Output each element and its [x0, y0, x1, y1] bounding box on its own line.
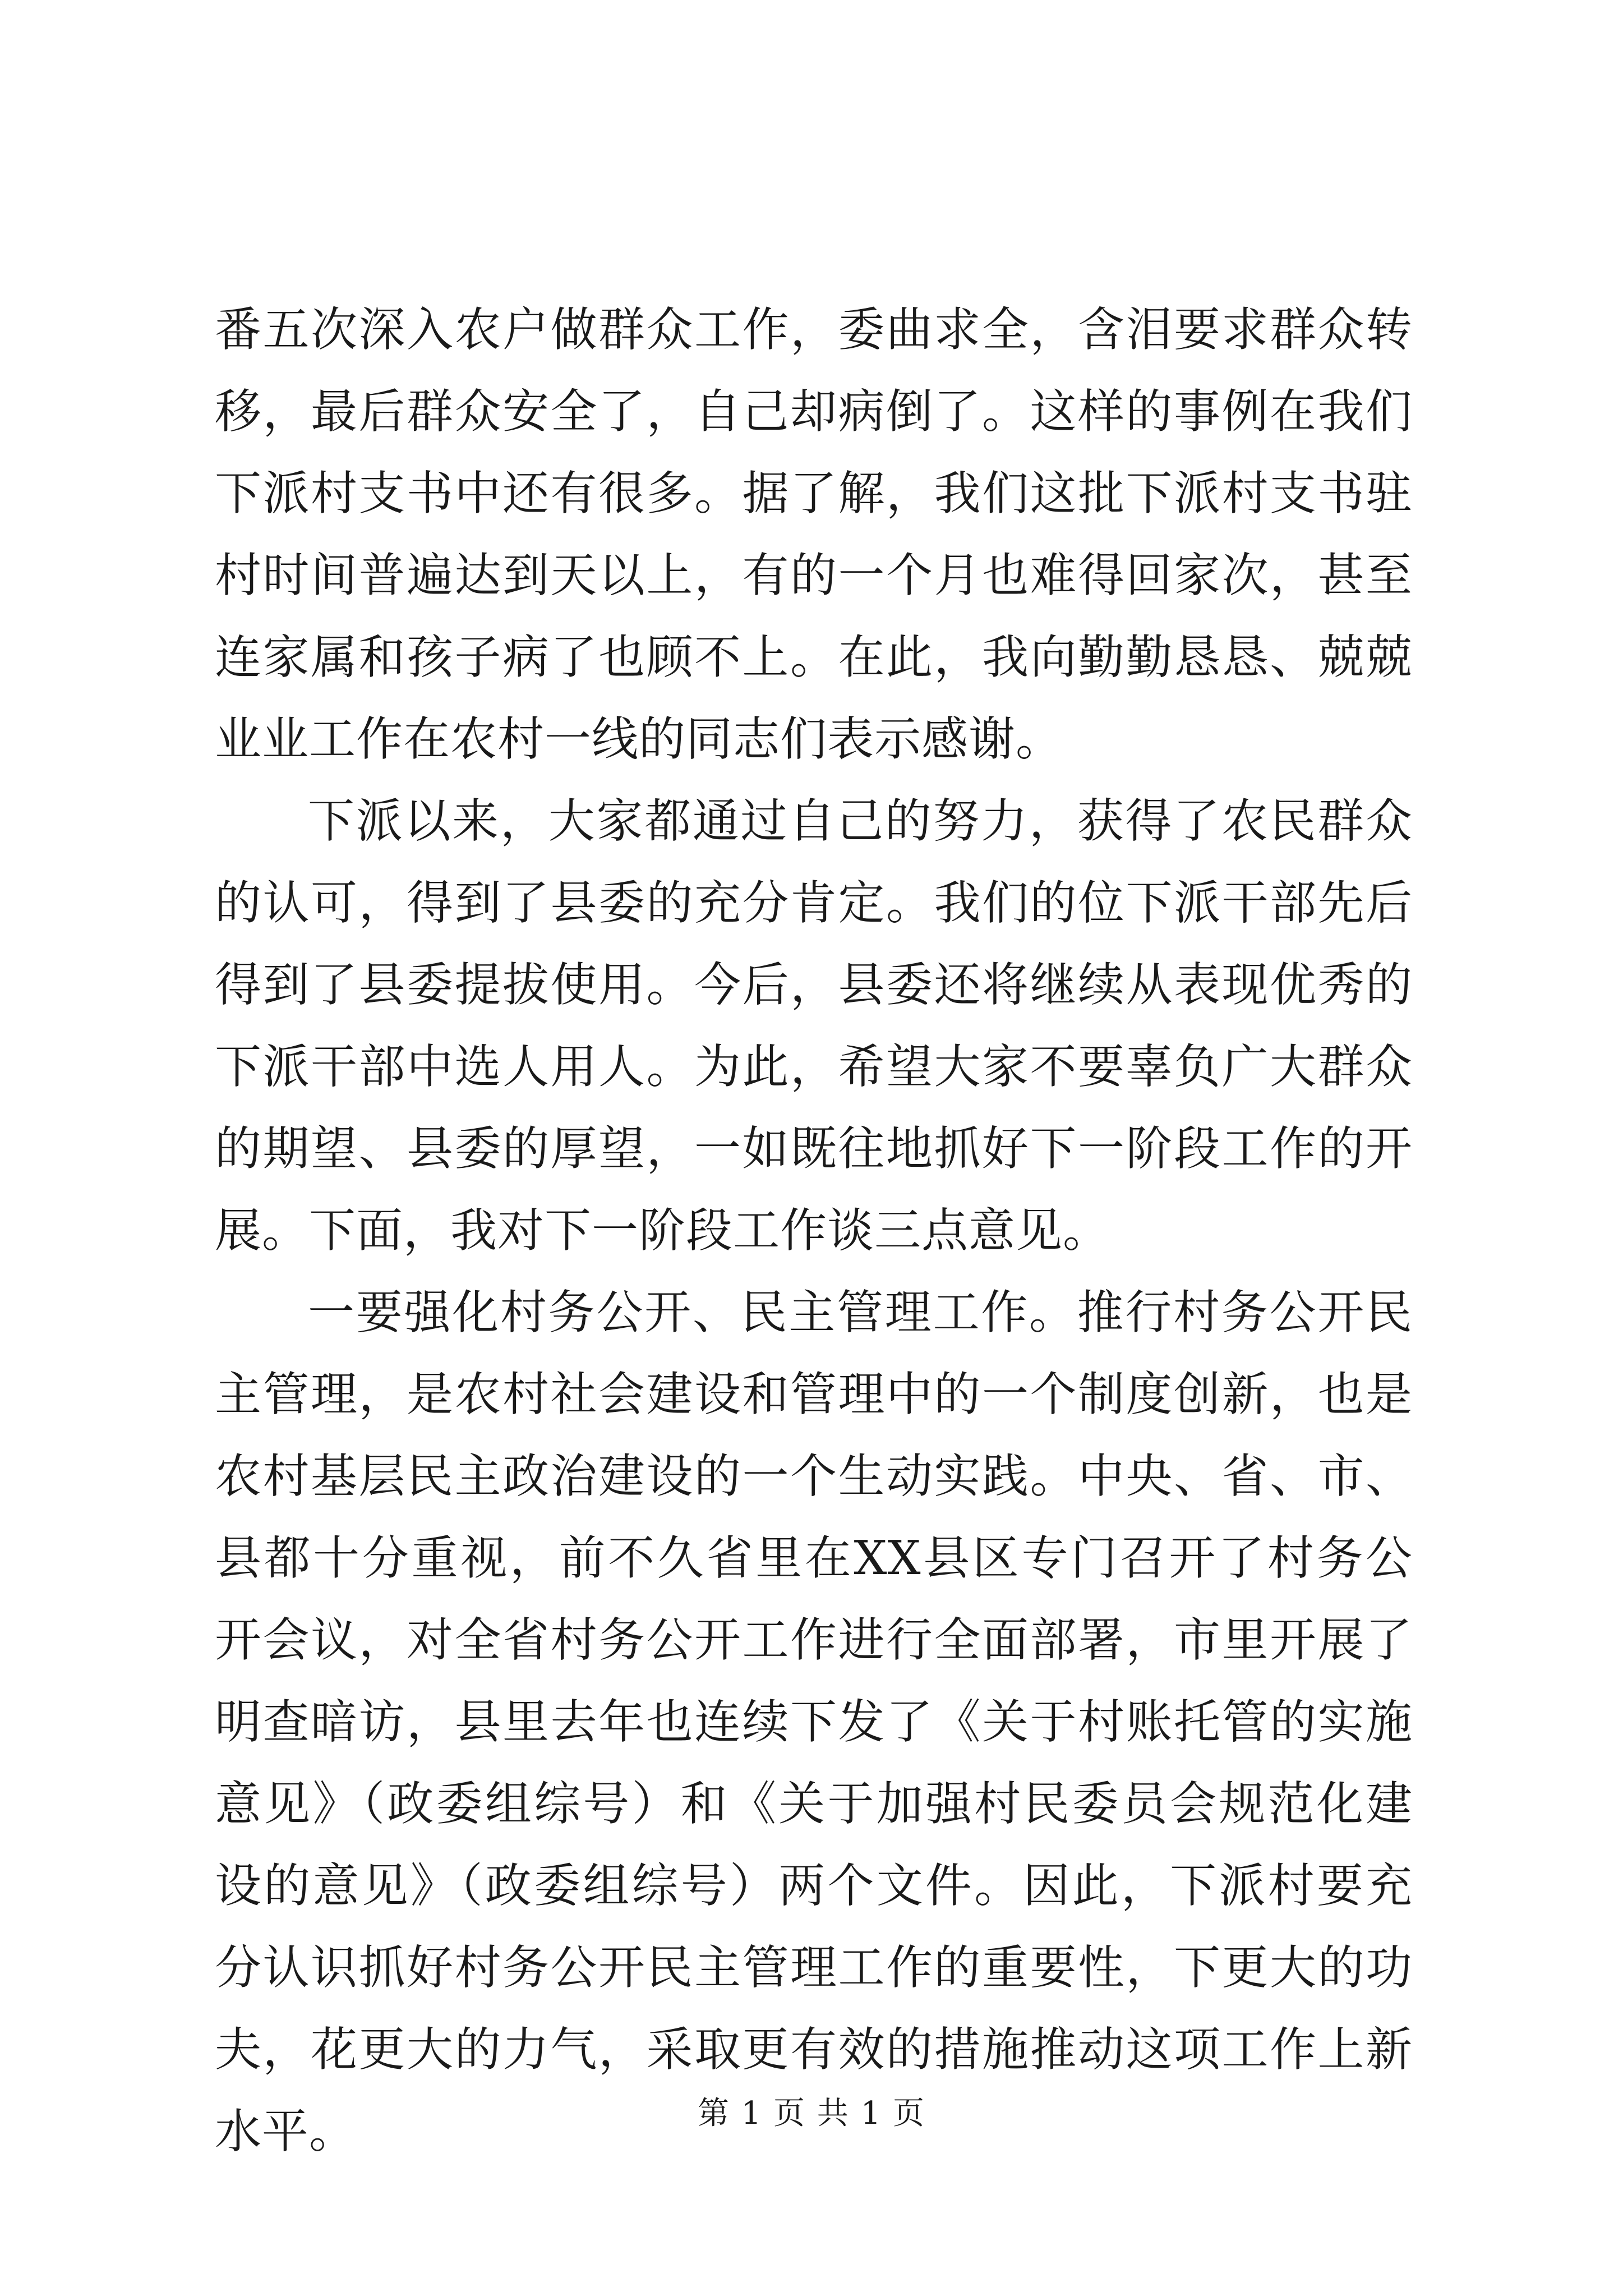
paragraph-continued: 番五次深入农户做群众工作，委曲求全，含泪要求群众转移，最后群众安全了，自己却病倒了。这样的事例在我们下派村支书中还有很多。据了解，我们这批下派村支书驻村时间普遍达到天以上，有的一个月也难得回家次，甚至连家属和孩子病了也顾不上。在此，我向勤勤恳恳、兢兢业业工作在农村一线的同志们表示感谢。: [215, 302, 1413, 766]
paragraph-village-affairs: 一要强化村务公开、民主管理工作。推行村务公开民主管理，是农村社会建设和管理中的一个制度创新，也是农村基层民主政治建设的一个生动实践。中央、省、市、县都十分重视，前不久省里在XX县区专门召开了村务公开会议，对全省村务公开工作进行全面部署，市里开展了明查暗访，县里去年也连续下发了《关于村账托管的实施意见》（政委组综号）和《关于加强村民委员会规范化建设的意见》（政委组综号）两个文件。因此，下派村要充分认识抓好村务公开民主管理工作的重要性，下更大的功夫，花更大的力气，采取更有效的措施推动这项工作上新水平。: [215, 1285, 1413, 2159]
paragraph-achievements: 下派以来，大家都通过自己的努力，获得了农民群众的认可，得到了县委的充分肯定。我们的位下派干部先后得到了县委提拔使用。今后，县委还将继续从表现优秀的下派干部中选人用人。为此，希望大家不要辜负广大群众的期望、县委的厚望，一如既往地抓好下一阶段工作的开展。下面，我对下一阶段工作谈三点意见。: [215, 794, 1413, 1258]
body-text: [215, 289, 1413, 2173]
page-footer: [0, 2091, 1623, 2136]
page-number-label: 第 1 页 共 1 页: [697, 2095, 926, 2132]
